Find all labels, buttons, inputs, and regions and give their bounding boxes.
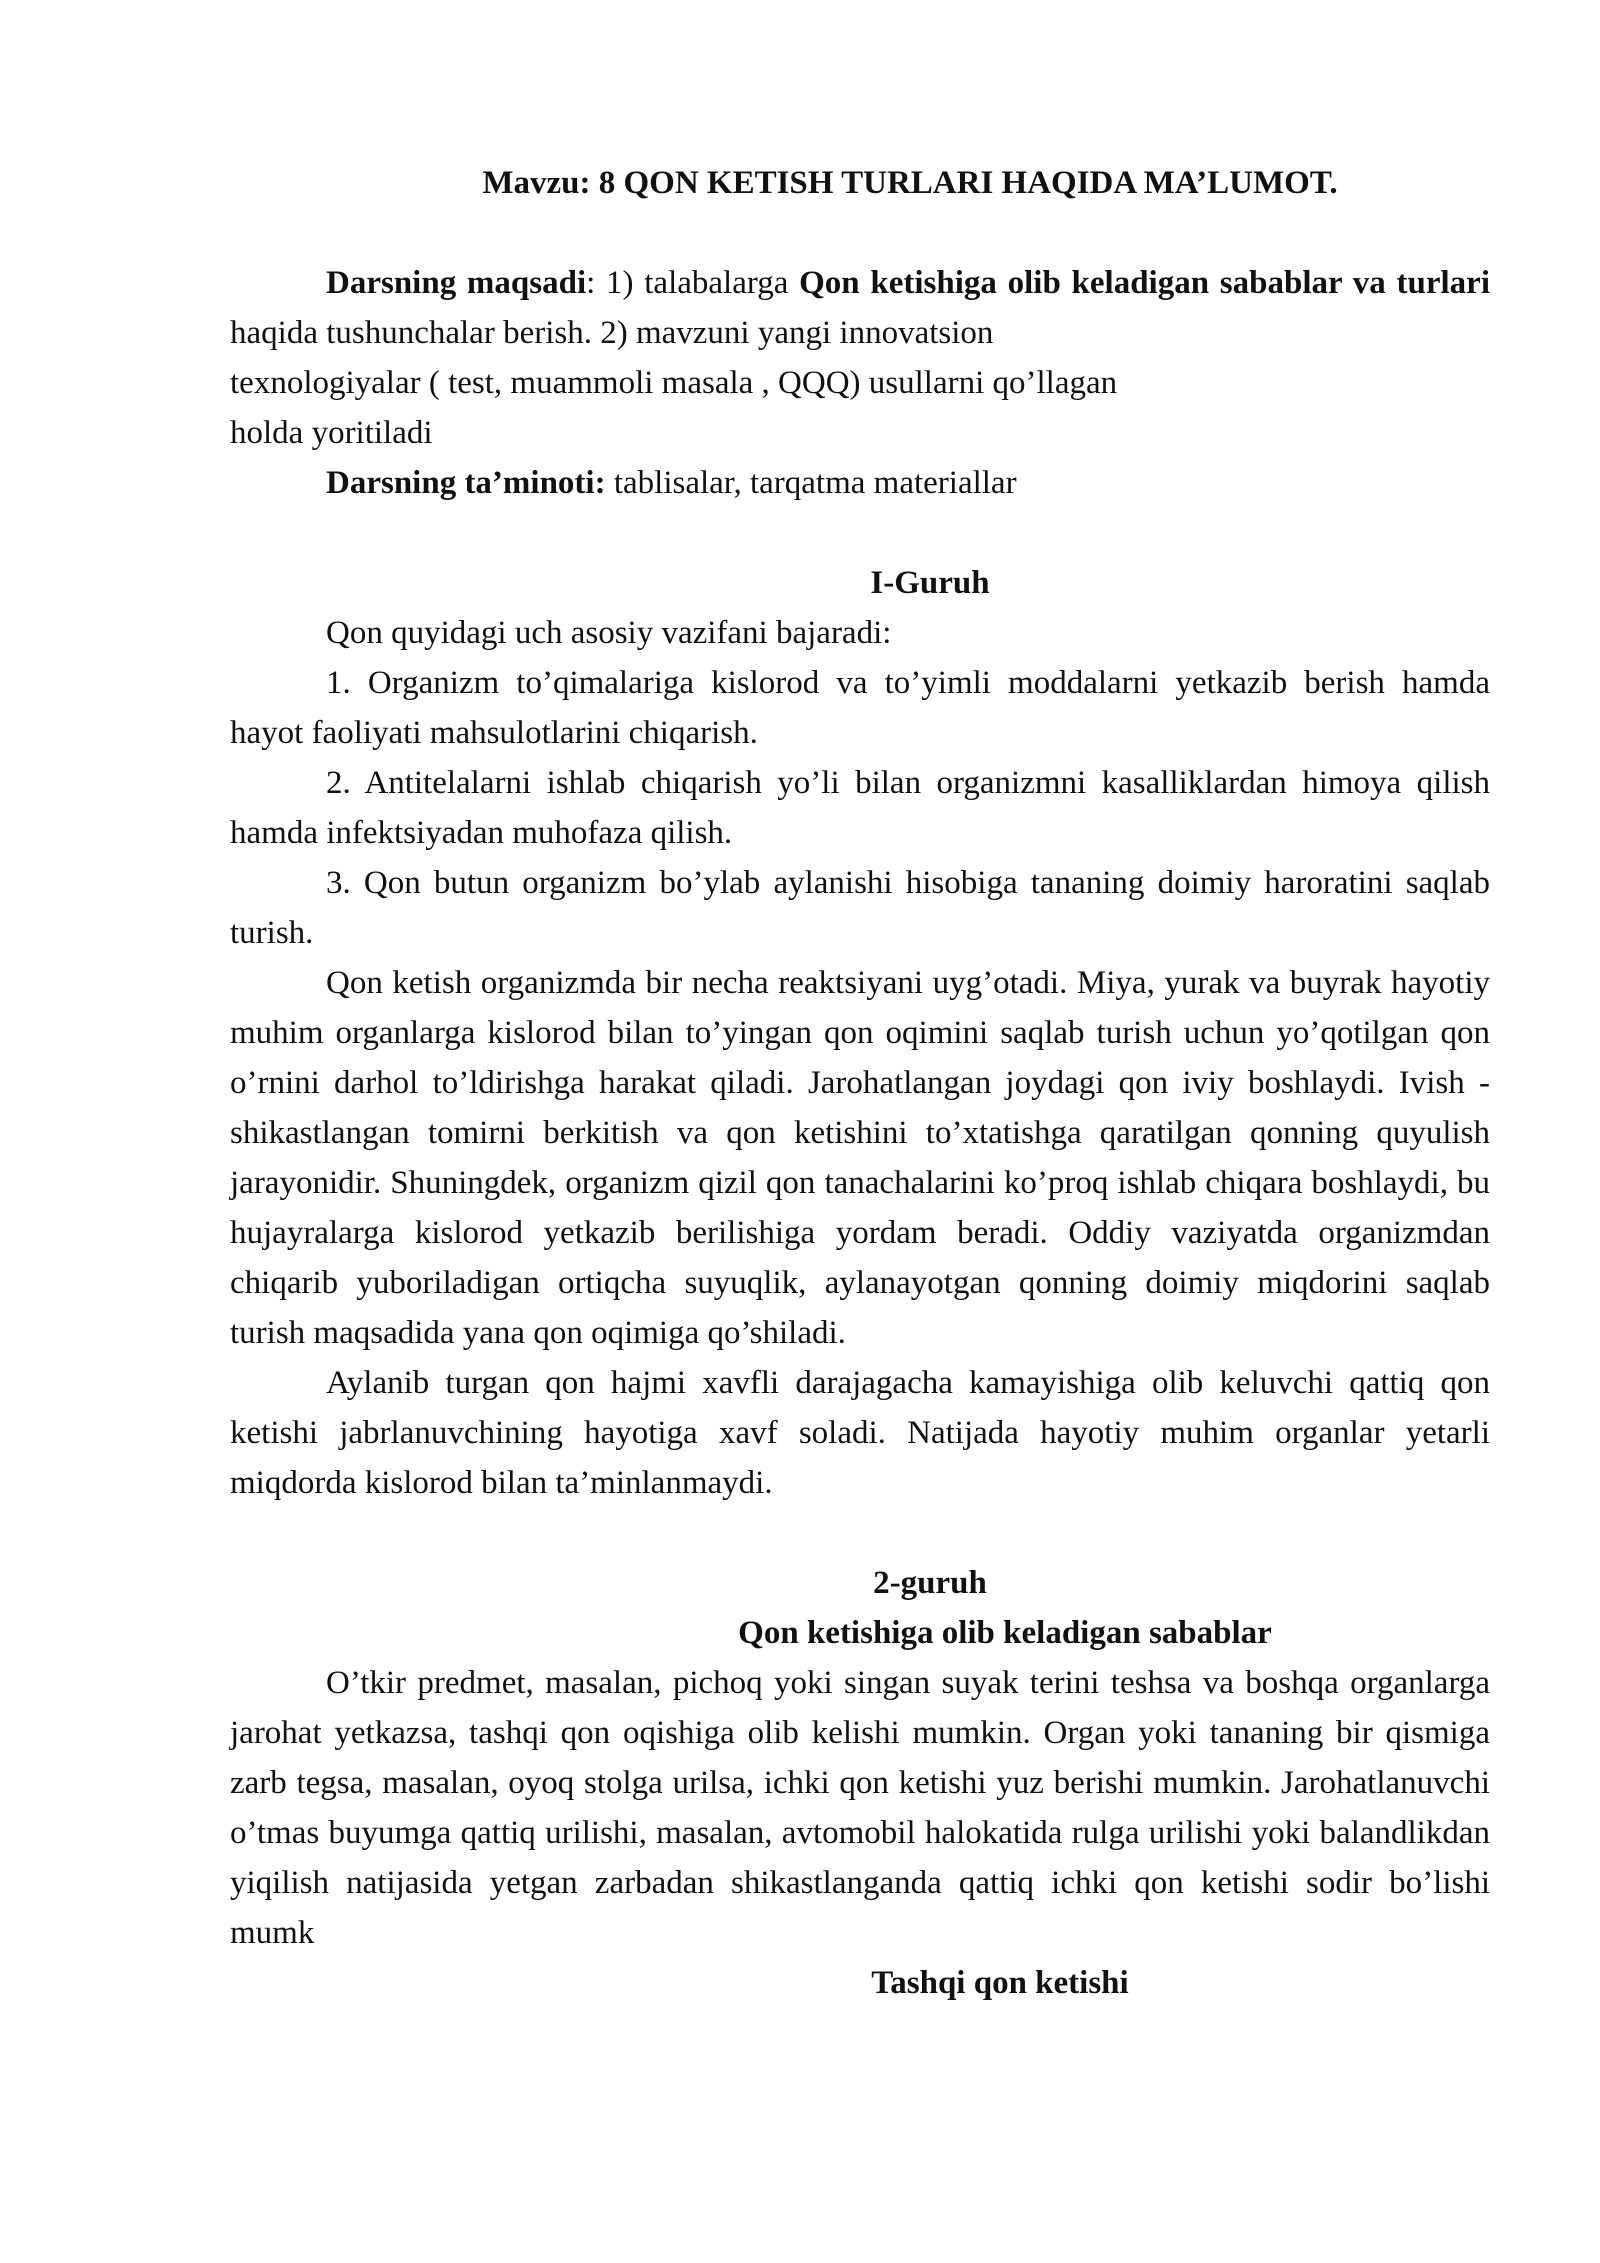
lesson-equipment-value: tablisalar, tarqatma materiallar (605, 465, 1017, 501)
group1-item-3: 3. Qon butun organizm bo’ylab aylanishi hisobiga tananing doimiy haroratini saqlab turish. (230, 865, 1490, 951)
lesson-equipment-label: Darsning ta’minoti: (326, 465, 606, 501)
spacer (230, 508, 1490, 558)
group1-paragraph-2: Aylanib turgan qon hajmi xavfli darajagacha kamayishiga olib keluvchi qattiq qon ketishi jabrlanuvchining hayotiga xavf soladi. Natijada hayotiy muhim organlar yetarli miqdorda kislorod bilan ta’minlanmaydi. (230, 1365, 1490, 1501)
document-page (230, 140, 1490, 2008)
group2-paragraph: O’tkir predmet, masalan, pichoq yoki singan suyak terini teshsa va boshqa organlarga jarohat yetkazsa, tashqi qon oqishiga olib kelishi mumkin. Organ yoki tananing bir qismiga zarb tegsa, masalan, oyoq stolga urilsa, ichki qon ketishi yuz berishi mumkin. Jarohatlanuvchi o’tmas buyumga qattiq urilishi, masalan, avtomobil halokatida rulga urilishi yoki balandlikdan yiqilish natijasida yetgan zarbadan shikastlanganda qattiq ichki qon ketishi sodir bo’lishi mumk (230, 1665, 1490, 1951)
lesson-goal-label: Darsning maqsadi (326, 265, 587, 301)
lesson-goal-line4: holda yoritiladi (230, 415, 433, 451)
group1-item-1: 1. Organizm to’qimalariga kislorod va to’yimli moddalarni yetkazib berish hamda hayot faoliyati mahsulotlarini chiqarish. (230, 665, 1490, 751)
lesson-goal-rest: haqida tushunchalar berish. 2) mavzuni yangi innovatsion (230, 315, 994, 351)
lesson-goal-sep: : 1) talabalarga (586, 265, 800, 301)
group2-heading: 2-guruh (873, 1565, 987, 1601)
group1-heading: I-Guruh (870, 565, 990, 601)
external-bleeding-heading: Tashqi qon ketishi (871, 1965, 1129, 2001)
group2-subheading: Qon ketishiga olib keladigan sabablar (738, 1615, 1272, 1651)
lesson-goal-line3: texnologiyalar ( test, muammoli masala , QQQ) usullarni qo’llagan (230, 365, 1118, 401)
lesson-goal (230, 258, 1490, 508)
spacer (230, 1508, 1490, 1558)
document-title: Mavzu: 8 QON KETISH TURLARI HAQIDA MA’LUMOT. (482, 165, 1338, 201)
group1-intro: Qon quyidagi uch asosiy vazifani bajaradi: (326, 615, 892, 651)
lesson-goal-topic: Qon ketishiga olib keladigan sabablar va turlari (799, 265, 1491, 301)
lesson-equipment (230, 458, 1490, 508)
lesson-goal-paragraph (230, 258, 1490, 358)
spacer (230, 208, 1490, 258)
group1-paragraph-1: Qon ketish organizmda bir necha reaktsiyani uyg’otadi. Miya, yurak va buyrak hayotiy muhim organlarga kislorod bilan to’yingan qon oqimini saqlab turish uchun yo’qotilgan qon o’rnini darhol to’ldirishga harakat qiladi. Jarohatlangan joydagi qon iviy boshlaydi. Ivish - shikastlangan tomirni berkitish va qon ketishini to’xtatishga qaratilgan qonning quyulish jarayonidir. Shuningdek, organizm qizil qon tanachalarini ko’proq ishlab chiqara boshlaydi, bu hujayralarga kislorod yetkazib berilishiga yordam beradi. Oddiy vaziyatda organizmdan chiqarib yuboriladigan ortiqcha suyuqlik, aylanayotgan qonning doimiy miqdorini saqlab turish maqsadida yana qon oqimiga qo’shiladi. (230, 965, 1490, 1351)
group1-item-2: 2. Antitelalarni ishlab chiqarish yo’li bilan organizmni kasalliklardan himoya qilish hamda infektsiyadan muhofaza qilish. (230, 765, 1490, 851)
